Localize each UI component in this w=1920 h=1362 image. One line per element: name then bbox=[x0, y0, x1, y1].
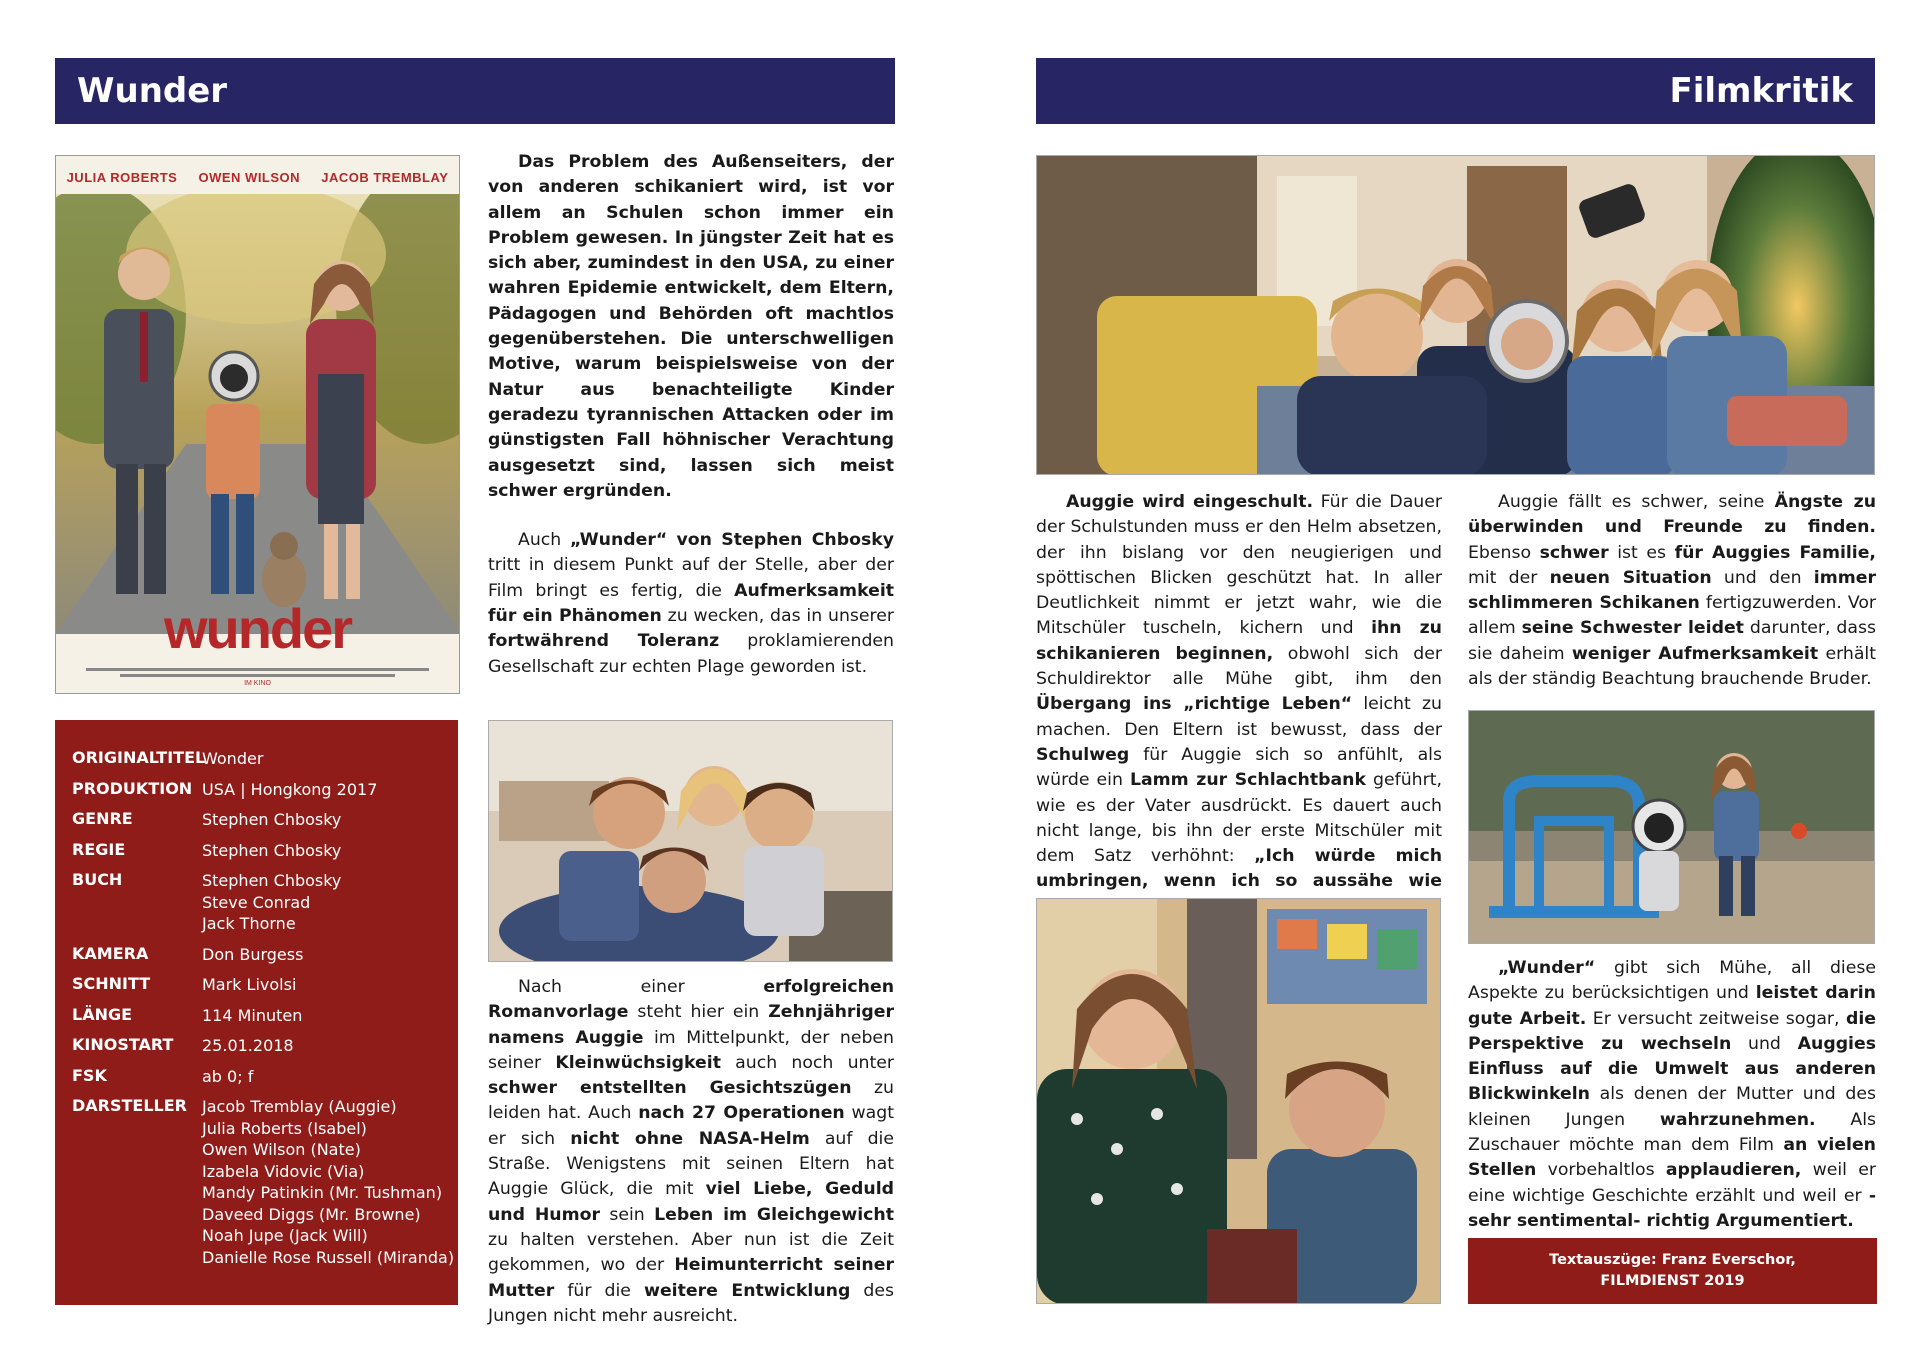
school-text-column bbox=[1036, 490, 1442, 944]
info-key: KAMERA bbox=[72, 943, 149, 963]
right-header-title: Filmkritik bbox=[1669, 71, 1853, 111]
info-value-line: Wonder bbox=[202, 749, 264, 768]
info-value-line: ab 0; f bbox=[202, 1066, 254, 1086]
info-key: SCHNITT bbox=[72, 974, 151, 993]
info-row bbox=[72, 944, 444, 966]
photo-family-selfie bbox=[1036, 155, 1875, 475]
info-value bbox=[202, 1066, 253, 1088]
poster-cast-1: JULIA ROBERTS bbox=[66, 170, 178, 185]
movie-poster bbox=[55, 155, 460, 694]
info-key: PRODUKTION bbox=[72, 778, 193, 798]
left-header-banner bbox=[55, 58, 895, 124]
info-row bbox=[72, 974, 444, 996]
poster-title: wunder bbox=[163, 597, 352, 660]
info-row bbox=[72, 870, 444, 935]
info-value-line: Jacob Tremblay (Auggie) bbox=[202, 1097, 397, 1116]
info-row bbox=[72, 1035, 444, 1057]
right-header-banner bbox=[1036, 58, 1875, 124]
info-value-line: Julia Roberts (Isabel) bbox=[202, 1118, 367, 1138]
info-value-line: Stephen Chbosky bbox=[202, 871, 342, 890]
credit-line-1: Textauszüge: Franz Everschor, bbox=[1549, 1252, 1796, 1268]
poster-cast-list bbox=[56, 170, 459, 185]
family-text-column bbox=[1468, 490, 1876, 716]
info-key: BUCH bbox=[72, 870, 123, 889]
info-value-line: Mark Livolsi bbox=[202, 975, 297, 994]
info-value-line: 25.01.2018 bbox=[202, 1036, 294, 1055]
photo-mother-son bbox=[1036, 898, 1441, 1304]
info-value-line: Jack Thorne bbox=[202, 914, 296, 933]
info-value bbox=[202, 748, 263, 770]
poster-cast-3: JACOB TREMBLAY bbox=[321, 170, 449, 185]
info-row bbox=[72, 840, 444, 862]
info-key: REGIE bbox=[72, 839, 126, 859]
photo-kids-table bbox=[488, 720, 893, 962]
info-value bbox=[202, 1096, 454, 1268]
info-value-line: Stephen Chbosky bbox=[202, 840, 342, 860]
verdict-paragraph: „Wunder“ gibt sich Mühe, all diese Aspekte zu berücksichtigen und leistet darin gute Arbeit. Er versucht zeitweise sogar, die Perspektive zu wechseln und Auggies Einfluss auf die Umwelt aus anderen Blickwinkeln als denen der Mutter und des kleinen Jungen wahrzunehmen. Als Zuschauer möchte man dem Film an vielen Stellen vorbehaltlos applaudieren, weil er eine wichtige Geschichte erzählt und weil er -sehr sentimental- richtig Argumentiert. bbox=[1468, 958, 1876, 1231]
intro-paragraph-1: Das Problem des Außenseiters, der von anderen schikaniert wird, ist vor allem an Schulen schon immer ein Problem gewesen. In jüngster Zeit hat es sich aber, zumindest in den USA, zu einer wahren Epidemie entwickelt, dem Eltern, Pädagogen und Behörden oft machtlos gegenüberstehen. Die unterschwelligen Motive, warum beispielsweise von der Natur aus benachteiligte Kinder geradezu tyrannischen Attacken oder im günstigsten Fall höhnischer Verachtung ausgesetzt sind, lassen sich meist schwer ergründen. bbox=[488, 152, 894, 501]
info-key: LÄNGE bbox=[72, 1004, 133, 1024]
info-row bbox=[72, 779, 444, 801]
info-value-line: Steve Conrad bbox=[202, 892, 311, 912]
info-value-line: Danielle Rose Russell (Miranda) bbox=[202, 1247, 455, 1267]
info-row bbox=[72, 1005, 444, 1027]
info-value-line: Izabela Vidovic (Via) bbox=[202, 1161, 365, 1181]
info-value-line: 114 Minuten bbox=[202, 1005, 303, 1025]
info-key: FSK bbox=[72, 1065, 107, 1085]
info-value bbox=[202, 870, 341, 935]
info-row bbox=[72, 748, 444, 770]
info-value bbox=[202, 974, 296, 996]
credit-box bbox=[1468, 1238, 1877, 1304]
photo-playground bbox=[1468, 710, 1875, 944]
info-value-line: Noah Jupe (Jack Will) bbox=[202, 1226, 368, 1245]
info-value bbox=[202, 809, 341, 831]
info-row bbox=[72, 1096, 455, 1268]
info-value-line: Don Burgess bbox=[202, 944, 304, 964]
info-value bbox=[202, 944, 303, 966]
school-paragraph: Auggie wird eingeschult. Für die Dauer der Schulstunden muss er den Helm absetzen, der ihn bislang vor den neugierigen und spöttischen Blicken geschützt hat. In aller Deutlichkeit nimmt er jetzt wahr, wie die Mitschüler tuscheln, kichern und ihn zu schikanieren beginnen, obwohl sich der Schuldirektor alle Mühe gibt, ihm den Übergang ins „richtige Leben“ leicht zu machen. Den Eltern ist bewusst, dass der Schulweg für Auggie sich so anfühlt, als würde ein Lamm zur Schlachtbank geführt, wie es der Vater ausdrückt. Es dauert auch nicht lange, bis ihn der erste Mitschüler mit dem Satz verhöhnt: „Ich würde mich umbringen, wenn ich so aussähe wie bbox=[1036, 492, 1442, 892]
verdict-text-column bbox=[1468, 956, 1876, 1258]
info-key: DARSTELLER bbox=[72, 1096, 187, 1115]
info-value-line: Daveed Diggs (Mr. Browne) bbox=[202, 1204, 421, 1224]
story-paragraph: Nach einer erfolgreichen Romanvorlage steht hier ein Zehnjähriger namens Auggie im Mittelpunkt, der neben seiner Kleinwüchsigkeit auch noch unter schwer entstellten Gesichtszügen zu leiden hat. Auch nach 27 Operationen wagt er sich nicht ohne NASA-Helm auf die Straße. Wenigstens mit seinen Eltern hat Auggie Glück, die mit viel Liebe, Geduld und Humor sein Leben im Gleichgewicht zu halten verstehen. Aber nun ist die Zeit gekommen, wo der Heimunterricht seiner Mutter für die weitere Entwicklung des Jungen nicht mehr ausreicht. bbox=[488, 977, 895, 1326]
intro-paragraph-2: Auch „Wunder“ von Stephen Chbosky tritt in diesem Punkt auf der Stelle, aber der Film bringt es fertig, die Aufmerksamkeit für ein Phänomen zu wecken, das in unserer fortwährend Toleranz proklamierenden Gesellschaft zur echten Plage geworden ist. bbox=[488, 530, 895, 677]
info-value bbox=[202, 1035, 294, 1057]
credit-line-2: FILMDIENST 2019 bbox=[1600, 1273, 1745, 1289]
info-value-line: USA | Hongkong 2017 bbox=[202, 779, 378, 799]
info-value-line: Mandy Patinkin (Mr. Tushman) bbox=[202, 1183, 443, 1202]
info-value bbox=[202, 779, 377, 801]
info-value bbox=[202, 840, 341, 862]
info-row bbox=[72, 809, 444, 831]
intro-text-column bbox=[488, 150, 894, 704]
family-paragraph: Auggie fällt es schwer, seine Ängste zu überwinden und Freunde zu finden. Ebenso schwer ist es für Auggies Familie, mit der neuen Situation und den immer schlimmeren Schikanen fertigzuwerden. Vor allem seine Schwester leidet darunter, dass sie daheim weniger Aufmerksamkeit erhält als der ständig Beachtung brauchende Bruder. bbox=[1468, 492, 1877, 690]
poster-cast-2: OWEN WILSON bbox=[198, 170, 301, 185]
left-header-title: Wunder bbox=[77, 71, 228, 111]
info-value-line: Stephen Chbosky bbox=[202, 810, 342, 829]
info-row bbox=[72, 1066, 444, 1088]
info-key: ORIGINALTITEL bbox=[72, 748, 206, 767]
info-value bbox=[202, 1005, 302, 1027]
poster-tagline: IM KINO bbox=[244, 680, 271, 687]
film-info-box bbox=[55, 720, 458, 1305]
story-text-column bbox=[488, 975, 894, 1353]
info-value-line: Owen Wilson (Nate) bbox=[202, 1140, 361, 1159]
info-key: KINOSTART bbox=[72, 1035, 174, 1054]
info-key: GENRE bbox=[72, 809, 133, 828]
